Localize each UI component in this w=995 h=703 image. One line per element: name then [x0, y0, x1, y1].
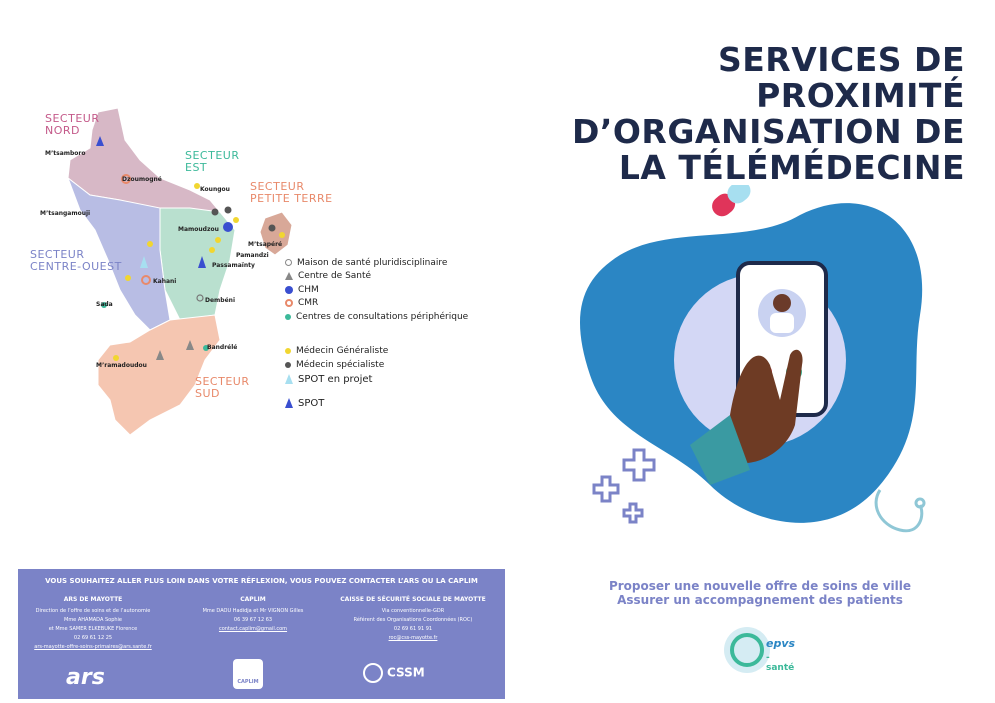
specialist-marker — [269, 225, 276, 232]
legend-label: Centres de consultations périphérique — [296, 312, 469, 322]
chm-icon — [285, 286, 293, 294]
caplim-line: Mme DAOU Hadidja et Mr VIGNON Gilles — [202, 608, 304, 614]
legend-item — [285, 271, 371, 281]
town-label: M’tsapéré — [248, 241, 283, 248]
doctor-coat — [770, 313, 794, 333]
legend-item — [285, 312, 468, 322]
circle-outline-icon — [285, 259, 292, 266]
ars-logo: ars — [66, 665, 105, 690]
generalist-marker — [233, 217, 239, 223]
legend-item — [285, 298, 318, 308]
generalist-marker — [113, 355, 119, 361]
ars-line: 02 69 61 12 25 — [73, 635, 113, 641]
sector-est-line-1: SECTEUR — [185, 149, 240, 162]
generalist-marker — [147, 241, 153, 247]
legend-label: Maison de santé pluridisciplinaire — [297, 258, 448, 268]
caplim-line: 06 39 67 12 63 — [233, 617, 273, 623]
title-line-3: D’ORGANISATION DE — [571, 112, 965, 151]
cssm-logo — [363, 663, 425, 683]
cssm-line: 02 69 61 91 91 — [393, 626, 433, 632]
subtitle-line-1: Proposer une nouvelle offre de soins de ville — [608, 579, 912, 593]
epvs-logo-mark — [722, 625, 772, 675]
town-label: M’tsamboro — [45, 150, 86, 157]
ars-column — [18, 595, 168, 652]
triangle-icon — [285, 272, 293, 280]
legend-label: CMR — [298, 298, 319, 308]
legend-item — [285, 258, 447, 268]
circle-orange-icon — [285, 299, 293, 307]
sector-est-line-2: EST — [185, 161, 208, 174]
ars-line: et Mme SAMER ELKEBUKE Florence — [48, 626, 138, 632]
ars-title: ARS DE MAYOTTE — [63, 596, 123, 603]
legend-item — [285, 374, 372, 385]
town-label: Dzoumogné — [122, 176, 162, 183]
epvs-logo-suffix: -santé — [766, 653, 795, 673]
town-label: Bandrélé — [207, 344, 238, 351]
cssm-line: Référent des Organisations Coordonnées (ROC) — [353, 617, 473, 623]
legend-label: SPOT en projet — [298, 374, 373, 385]
generalist-marker — [279, 232, 285, 238]
town-label: Koungou — [200, 186, 230, 193]
legend-label: SPOT — [298, 398, 325, 409]
sector-sud-line-1: SECTEUR — [195, 375, 250, 388]
town-label: M’ramadoudou — [96, 362, 147, 369]
cssm-email-link[interactable]: roc@css-mayotte.fr — [388, 635, 438, 641]
subtitle-line-2: Assurer un accompagnement des patients — [617, 593, 903, 607]
legend-item — [285, 398, 324, 409]
page-title — [572, 42, 965, 186]
caplim-logo — [233, 659, 263, 689]
doctor-head — [773, 294, 791, 312]
caplim-column — [178, 595, 328, 634]
ars-email-link[interactable]: ars-mayotte-offre-soins-primaires@ars.sante.fr — [34, 644, 152, 650]
circle-green-icon — [285, 314, 291, 320]
triangle-light-blue-icon — [285, 374, 293, 384]
dot-yellow-icon — [285, 348, 291, 354]
epvs-logo — [722, 625, 796, 675]
epvs-logo-name: epvs — [766, 637, 796, 650]
title-line-2: PROXIMITÉ — [756, 76, 965, 115]
caplim-email-link[interactable]: contact.caplim@gmail.com — [218, 626, 288, 632]
sector-petite-terre-label — [250, 181, 333, 205]
legend-item — [285, 360, 384, 370]
sector-sud-line-2: SUD — [195, 387, 221, 400]
cssm-title: CAISSE DE SÉCURITÉ SOCIALE DE MAYOTTE — [340, 596, 486, 603]
title-line-4: LA TÉLÉMÉDECINE — [618, 148, 965, 187]
sector-petite-terre-shape — [260, 212, 292, 255]
town-label: Pamandzi — [236, 252, 269, 259]
legend-label: CHM — [298, 285, 319, 295]
caplim-title: CAPLIM — [240, 596, 266, 603]
town-label: Mamoudzou — [178, 226, 219, 233]
pill-icon — [708, 185, 755, 220]
town-label: Kahani — [153, 278, 177, 285]
sector-nord-line-2: NORD — [45, 124, 80, 137]
sector-centre-ouest-line-1: SECTEUR — [30, 248, 85, 261]
sector-est-label — [185, 150, 239, 174]
contact-panel — [18, 569, 505, 699]
ars-line: Direction de l’offre de soins et de l’autonomie — [35, 608, 151, 614]
title-line-1: SERVICES DE — [718, 40, 965, 79]
specialist-marker — [212, 209, 219, 216]
cssm-logo-text: CSSM — [387, 665, 425, 680]
sector-centre-ouest-label — [30, 249, 122, 273]
town-label: Dembéni — [205, 297, 235, 304]
generalist-marker — [125, 275, 131, 281]
legend-item — [285, 346, 388, 356]
sector-sud-label — [195, 376, 249, 400]
legend-item — [285, 285, 319, 295]
town-label: M’tsangamouji — [40, 210, 91, 217]
sector-petite-terre-line-2: PETITE TERRE — [250, 192, 333, 205]
cssm-logo-icon — [363, 663, 383, 683]
stethoscope-icon — [876, 490, 924, 531]
cssm-line: Via conventionnelle-GDR — [381, 608, 445, 614]
sector-petite-terre-line-1: SECTEUR — [250, 180, 305, 193]
medical-cross-icon — [594, 450, 654, 522]
legend-label: Centre de Santé — [298, 271, 372, 281]
specialist-marker — [225, 207, 232, 214]
generalist-marker — [209, 247, 215, 253]
town-label: Sada — [96, 301, 113, 308]
sector-nord-line-1: SECTEUR — [45, 112, 100, 125]
caplim-logo-text: CAPLIM — [237, 679, 259, 685]
triangle-blue-icon — [285, 398, 293, 408]
chm-marker — [223, 222, 233, 232]
legend-label: Médecin Généraliste — [296, 346, 389, 356]
sector-nord-label — [45, 113, 99, 137]
sector-centre-ouest-line-2: CENTRE-OUEST — [30, 260, 122, 273]
cssm-column — [328, 595, 498, 643]
ars-line: Mme AHAMADA Sophie — [64, 617, 122, 623]
generalist-marker — [215, 237, 221, 243]
dot-gray-icon — [285, 362, 291, 368]
subtitle — [580, 579, 940, 607]
contact-heading: VOUS SOUHAITEZ ALLER PLUS LOIN DANS VOTRE RÉFLEXION, VOUS POUVEZ CONTACTER L’ARS OU LA CAPLIM — [45, 577, 478, 585]
legend-label: Médecin spécialiste — [296, 360, 385, 370]
telemedicine-illustration — [580, 185, 940, 565]
town-label: Passamaïnty — [212, 262, 255, 269]
